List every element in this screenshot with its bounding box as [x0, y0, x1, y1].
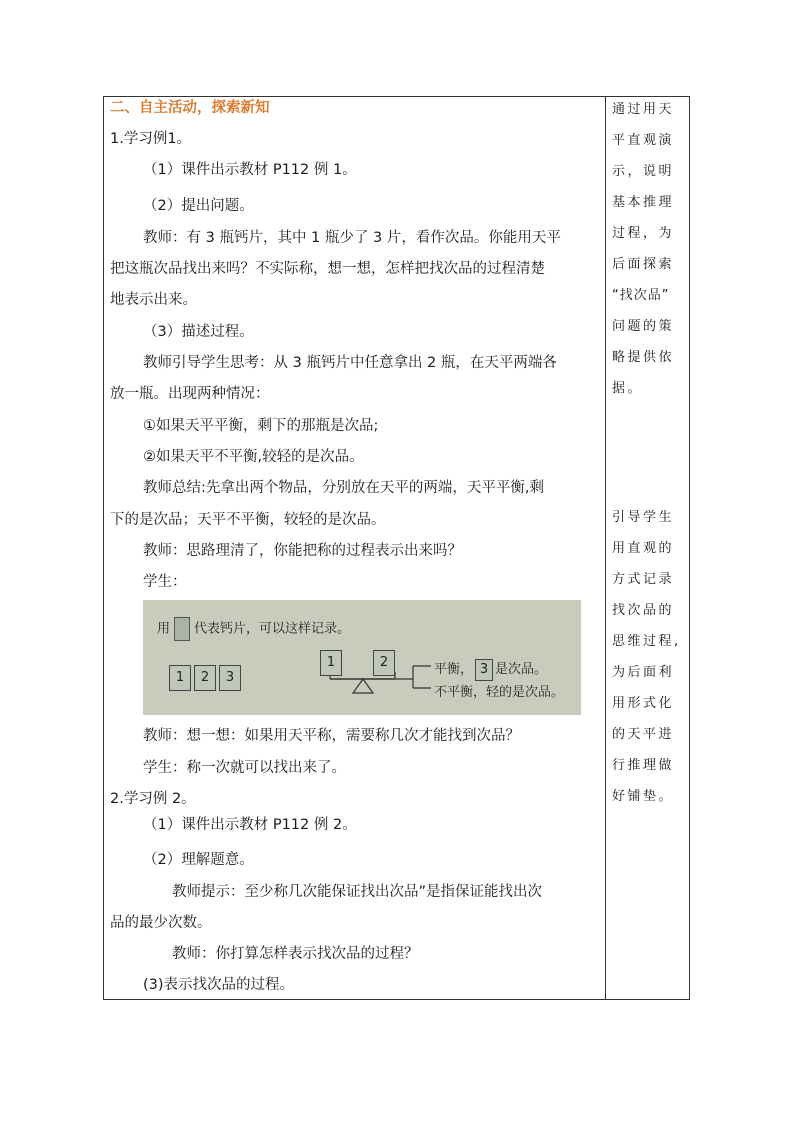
balanced-result: 平衡， 3 是次品。 [434, 658, 547, 681]
text-line: 教师总结:先拿出两个物品，分别放在天平的两端，天平平衡,剩 [143, 480, 544, 496]
note-line: 找次品的 [612, 603, 675, 618]
text-line: （1）课件出示教材 P112 例 1。 [143, 162, 357, 178]
column-divider [605, 96, 606, 1000]
text-line: 2.学习例 2。 [110, 791, 196, 807]
figure-caption: 用 代表钙片，可以这样记录。 [157, 617, 350, 641]
textbook-figure [143, 600, 581, 715]
pan-left-bottle: 1 [320, 650, 342, 676]
text-line: 学生：称一次就可以找出来了。 [143, 760, 346, 776]
note-line: 通过用天 [612, 102, 675, 117]
text-line: ①如果天平平衡，剩下的那瓶是次品; [143, 418, 379, 434]
note-line: 行推理做 [612, 758, 675, 773]
text-line: 学生： [143, 574, 187, 590]
bottle-box: 1 [169, 665, 191, 691]
note-line: 的天平进 [612, 727, 675, 742]
note-line: 好铺垫。 [612, 789, 675, 804]
note-line: 用形式化 [612, 696, 675, 711]
note-line: 思维过程, [612, 634, 681, 649]
note-line: 引导学生 [612, 510, 675, 525]
bottle-box: 3 [219, 665, 241, 691]
note-line: 过程，为 [612, 226, 675, 241]
text-line: 把这瓶次品找出来吗？不实际称，想一想，怎样把找次品的过程清楚 [110, 261, 545, 277]
note-line: “找次品” [612, 288, 670, 303]
note-line: 基本推理 [612, 195, 675, 210]
text-line: （1）课件出示教材 P112 例 2。 [143, 817, 357, 833]
pan-right-bottle: 2 [373, 650, 395, 676]
text-line: 教师：你打算怎样表示找次品的过程？ [172, 946, 419, 962]
text-line: ②如果天平不平衡,较轻的是次品。 [143, 449, 364, 465]
text-line: 下的是次品；天平不平衡，较轻的是次品。 [110, 512, 386, 528]
note-line: 平直观演 [612, 133, 675, 148]
text-line: 放一瓶。出现两种情况： [110, 386, 270, 402]
text-line: 教师：想一想：如果用天平称，需要称几次才能找到次品？ [143, 728, 520, 744]
text-line: （2）提出问题。 [143, 198, 254, 214]
text-line: 教师：有 3 瓶钙片，其中 1 瓶少了 3 片，看作次品。你能用天平 [143, 230, 561, 246]
text-line: 品的最少次数。 [110, 915, 212, 931]
note-line: 后面探索 [612, 257, 675, 272]
note-line: 略提供依 [612, 350, 675, 365]
note-line: 据。 [612, 381, 644, 396]
text-line: (3)表示找次品的过程。 [143, 977, 295, 993]
note-line: 为后面利 [612, 665, 675, 680]
text-line: 地表示出来。 [110, 292, 197, 308]
section-heading: 二、自主活动，探索新知 [110, 100, 270, 116]
unbalanced-result: 不平衡，轻的是次品。 [434, 685, 565, 700]
text-line: 教师引导学生思考：从 3 瓶钙片中任意拿出 2 瓶，在天平两端各 [143, 355, 557, 371]
note-line: 方式记录 [612, 572, 675, 587]
text-line: （3）描述过程。 [143, 324, 254, 340]
note-line: 问题的策 [612, 319, 675, 334]
text-line: 1.学习例1。 [110, 131, 192, 147]
note-line: 用直观的 [612, 541, 675, 556]
bottle-box: 2 [194, 665, 216, 691]
text-line: 教师提示：至少称几次能保证找出次品”是指保证能找出次 [172, 884, 543, 900]
text-line: 教师：思路理清了，你能把称的过程表示出来吗？ [143, 543, 462, 559]
text-line: （2）理解题意。 [143, 852, 254, 868]
note-line: 示，说明 [612, 164, 675, 179]
